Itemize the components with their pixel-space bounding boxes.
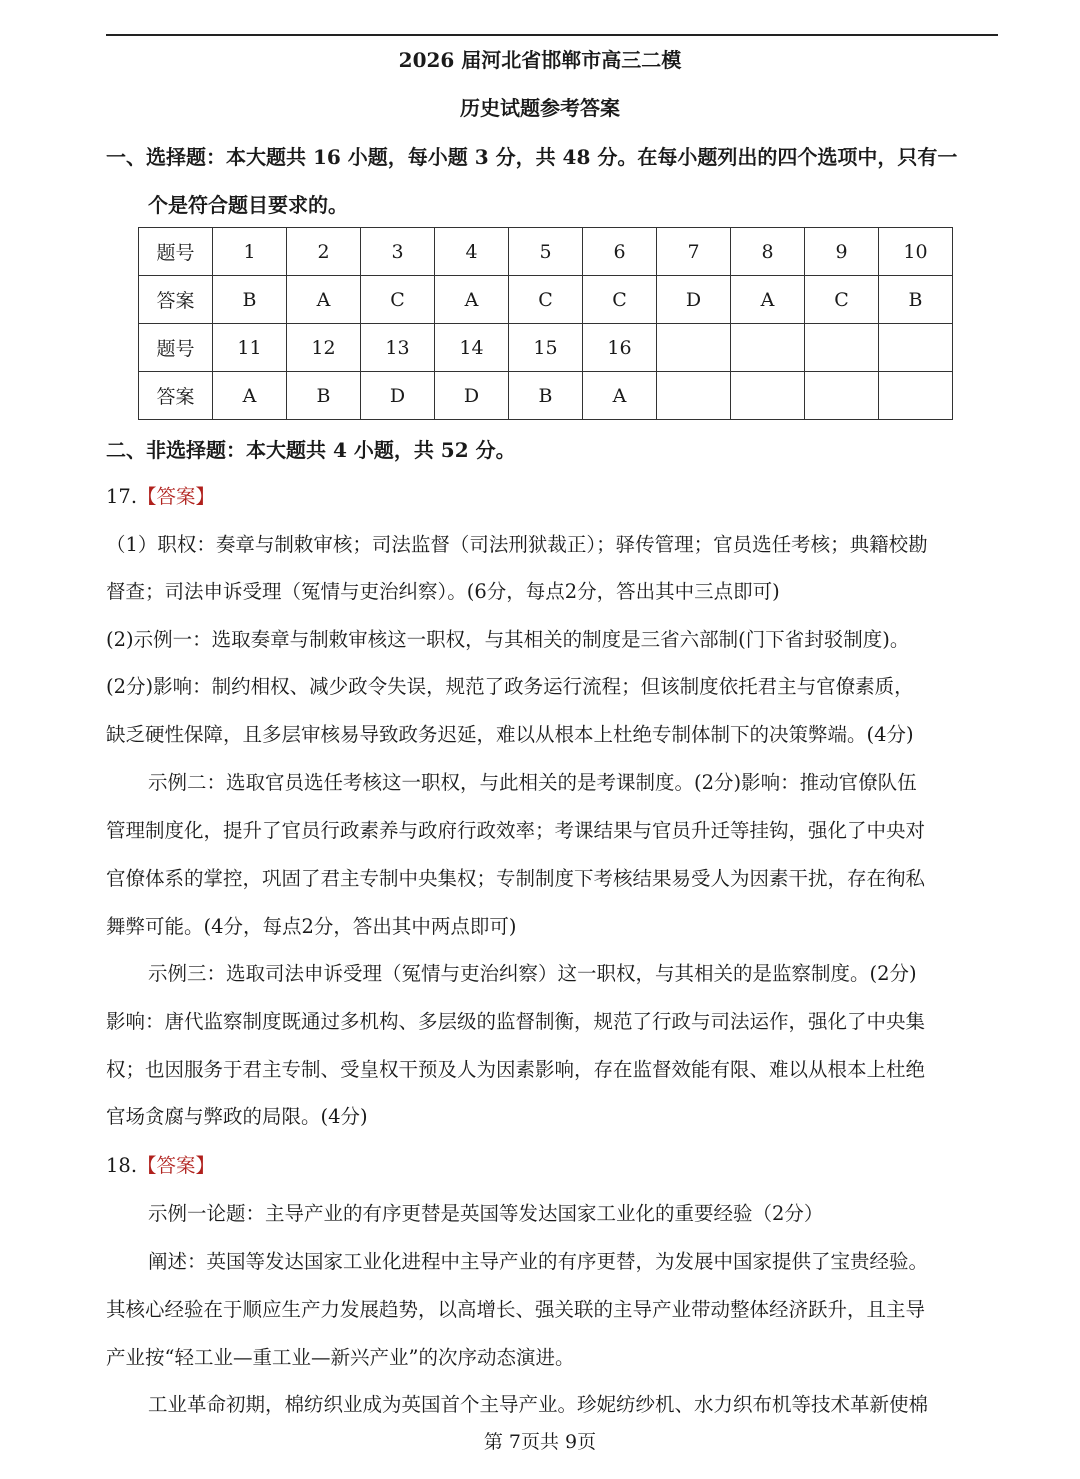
table-cell [879,372,953,420]
table-cell [805,372,879,420]
table-cell [731,372,805,420]
q18-answer-tag: 【答案】 [137,1154,216,1177]
table-cell: A [287,276,361,324]
page-subtitle: 历史试题参考答案 [460,96,620,120]
q17-line: （1）职权：奏章与制敕审核；司法监督（司法刑狱裁正）；驿传管理；官员选任考核；典籍校勘 [106,533,928,556]
top-rule [106,34,998,36]
q17-line: 舞弊可能。(4分，每点2分，答出其中两点即可) [106,915,517,938]
section1-heading-line2: 个是符合题目要求的。 [148,193,348,217]
q18-line: 工业革命初期，棉纺织业成为英国首个主导产业。珍妮纺纱机、水力织布机等技术革新使棉 [148,1393,929,1416]
table-row [139,228,953,276]
table-cell: A [213,372,287,420]
table-row [139,324,953,372]
table-cell: B [509,372,583,420]
table-cell: 1 [213,228,287,276]
table-cell: 6 [583,228,657,276]
q17-line: (2分)影响：制约相权、减少政令失误，规范了政务运行流程；但该制度依托君主与官僚素质， [106,675,914,698]
q18-line: 其核心经验在于顺应生产力发展趋势，以高增长、强关联的主导产业带动整体经济跃升，且主导 [106,1298,926,1321]
table-cell: 2 [287,228,361,276]
q17-line: 官僚体系的掌控，巩固了君主专制中央集权；专制制度下考核结果易受人为因素干扰，存在徇私 [106,867,926,890]
q17-header [106,485,215,509]
section1-heading-line1: 一、选择题：本大题共 16 小题，每小题 3 分，共 48 分。在每小题列出的四个选项中，只有一 [106,145,958,169]
table-cell: B [287,372,361,420]
table-cell: 3 [361,228,435,276]
table-cell: 8 [731,228,805,276]
q18-number: 18. [106,1154,138,1177]
table-cell: 12 [287,324,361,372]
table-cell: B [213,276,287,324]
table-row [139,372,953,420]
table-row-label: 题号 [139,324,213,372]
q17-line: 示例三：选取司法申诉受理（冤情与吏治纠察）这一职权，与其相关的是监察制度。(2分) [148,962,917,985]
table-cell: 11 [213,324,287,372]
q17-line: 权；也因服务于君主专制、受皇权干预及人为因素影响，存在监督效能有限、难以从根本上杜绝 [106,1058,926,1081]
table-cell [805,324,879,372]
q17-line: 示例二：选取官员选任考核这一职权，与此相关的是考课制度。(2分)影响：推动官僚队伍 [148,771,917,794]
q17-number: 17. [106,485,138,508]
q18-line: 阐述：英国等发达国家工业化进程中主导产业的有序更替，为发展中国家提供了宝贵经验。 [148,1250,929,1273]
section2-heading: 二、非选择题：本大题共 4 小题，共 52 分。 [106,438,516,462]
table-cell: 15 [509,324,583,372]
table-cell: 9 [805,228,879,276]
table-row-label: 答案 [139,372,213,420]
q17-answer-tag: 【答案】 [137,485,216,508]
table-cell: C [805,276,879,324]
q18-line: 示例一论题：主导产业的有序更替是英国等发达国家工业化的重要经验（2分） [148,1202,824,1225]
q18-header [106,1154,215,1178]
q17-line: 影响：唐代监察制度既通过多机构、多层级的监督制衡，规范了行政与司法运作，强化了中央集 [106,1010,926,1033]
table-cell: 16 [583,324,657,372]
page-title: 2026 届河北省邯郸市高三二模 [398,48,682,72]
table-cell: 13 [361,324,435,372]
table-cell: D [361,372,435,420]
table-cell: A [731,276,805,324]
table-cell: 14 [435,324,509,372]
table-cell: 10 [879,228,953,276]
q18-line: 产业按“轻工业—重工业—新兴产业”的次序动态演进。 [106,1346,575,1369]
page-number: 第 7页共 9页 [483,1431,597,1453]
q17-line: 管理制度化，提升了官员行政素养与政府行政效率；考课结果与官员升迁等挂钩，强化了中央对 [106,819,926,842]
table-cell: C [361,276,435,324]
table-cell [731,324,805,372]
table-cell: A [435,276,509,324]
table-cell: D [657,276,731,324]
table-cell [657,372,731,420]
q17-line: 缺乏硬性保障，且多层审核易导致政务迟延，难以从根本上杜绝专制体制下的决策弊端。(4分) [106,723,914,746]
answer-table [138,227,953,420]
table-row [139,276,953,324]
table-row-label: 题号 [139,228,213,276]
table-cell [879,324,953,372]
table-cell: 7 [657,228,731,276]
table-cell: B [879,276,953,324]
q17-line: (2)示例一：选取奏章与制敕审核这一职权，与其相关的制度是三省六部制(门下省封驳制度)。 [106,628,910,651]
table-cell [657,324,731,372]
q17-line: 官场贪腐与弊政的局限。(4分) [106,1105,368,1128]
table-cell: C [583,276,657,324]
table-cell: C [509,276,583,324]
table-cell: 4 [435,228,509,276]
q17-line: 督查；司法申诉受理（冤情与吏治纠察）。(6分，每点2分，答出其中三点即可) [106,580,780,603]
table-cell: 5 [509,228,583,276]
table-cell: D [435,372,509,420]
table-cell: A [583,372,657,420]
table-row-label: 答案 [139,276,213,324]
